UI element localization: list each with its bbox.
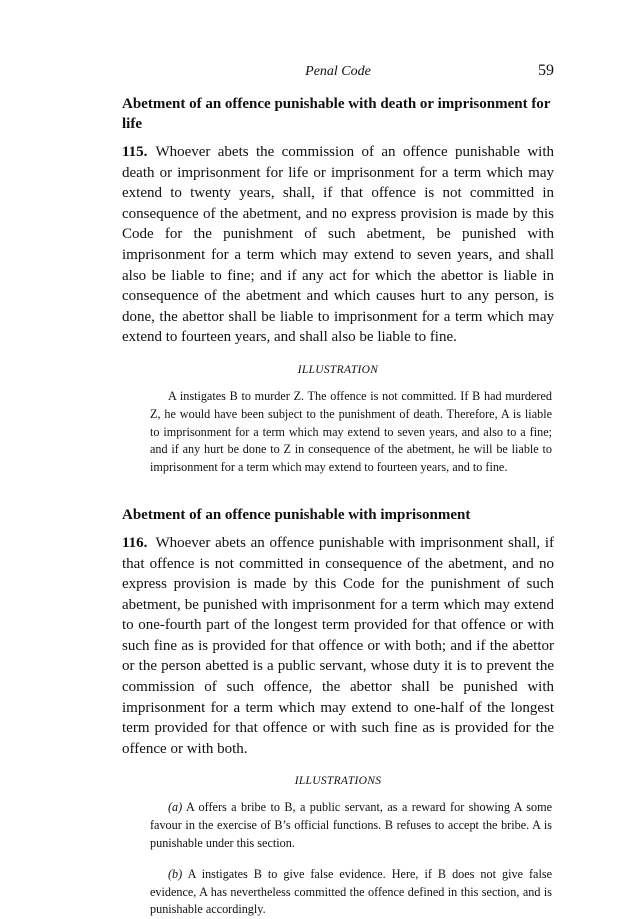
section-115-number: 115.: [122, 144, 148, 160]
page: [122, 60, 554, 919]
section-116-heading: Abetment of an offence punishable with imprisonment: [122, 506, 471, 523]
illustration-block: [150, 388, 552, 477]
running-header: [122, 60, 554, 82]
illustration-text: A instigates B to murder Z. The offence is not committed. If B had murdered Z, he would have been subject to the punishment of death. Therefore, A is liable to imprisonment for a term which may extend to seven years, and also to a fine; and if any hurt be done to Z in consequence of the abetment, he will be liable to imprisonment for a term which may extend to fourteen years, and to fine.: [150, 388, 552, 475]
running-title: Penal Code: [305, 64, 371, 79]
section-116-text: Whoever abets an offence punishable with imprisonment shall, if that offence is not committed in consequence of the abetment, and no express provision is made by this Code for the punishment of such abetment, be punished with imprisonment for a term which may extend to one-fourth part of the longest term provided for that offence or with such fine as is provided for that offence or with both; and if the abettor or the person abetted is a public servant, whose duty it is to prevent the commission of such offence, the abettor shall be punished with imprisonment for a term which may extend to one-half of the longest term provided for that offence or with such fine as is provided for the offence or with both.: [122, 534, 554, 757]
page-number: 59: [538, 62, 554, 79]
section-116-body: [122, 533, 554, 760]
illustrations-title: ILLUSTRATIONS: [294, 775, 382, 788]
illustration-b: [150, 866, 552, 919]
illustration-a-label: (a): [168, 800, 183, 815]
section-115-heading: Abetment of an offence punishable with death or imprisonment for life: [122, 96, 551, 132]
illustration-title: ILLUSTRATION: [297, 363, 379, 376]
illustration-b-text: A instigates B to give false evidence. Here, if B does not give false evidence, A has nevertheless committed the offence defined in this section, and is punishable accordingly.: [150, 866, 552, 917]
section-115-text: Whoever abets the commission of an offence punishable with death or imprisonment for life or imprisonment for a term which may extend to twenty years, shall, if that offence is not committed in consequence of the abetment, and no express provision is made by this Code for the punishment of such abetment, be punished with imprisonment for a term which may extend to seven years, and shall also be liable to fine; and if any act for which the abettor is liable in consequence of the abetment and which causes hurt to any person, is done, the abettor shall be liable to imprisonment for a term which may extend to fourteen years, and shall also be liable to fine.: [122, 144, 554, 346]
illustrations-block: [150, 799, 552, 919]
section-115-body: [122, 142, 554, 348]
illustration-b-label: (b): [168, 866, 183, 881]
illustration-a: [150, 799, 552, 852]
illustration-a-text: A offers a bribe to B, a public servant, as a reward for showing A some favour in the exercise of B’s official functions. B refuses to accept the bribe. A is punishable under this section.: [150, 800, 553, 851]
section-116-number: 116.: [122, 534, 148, 551]
